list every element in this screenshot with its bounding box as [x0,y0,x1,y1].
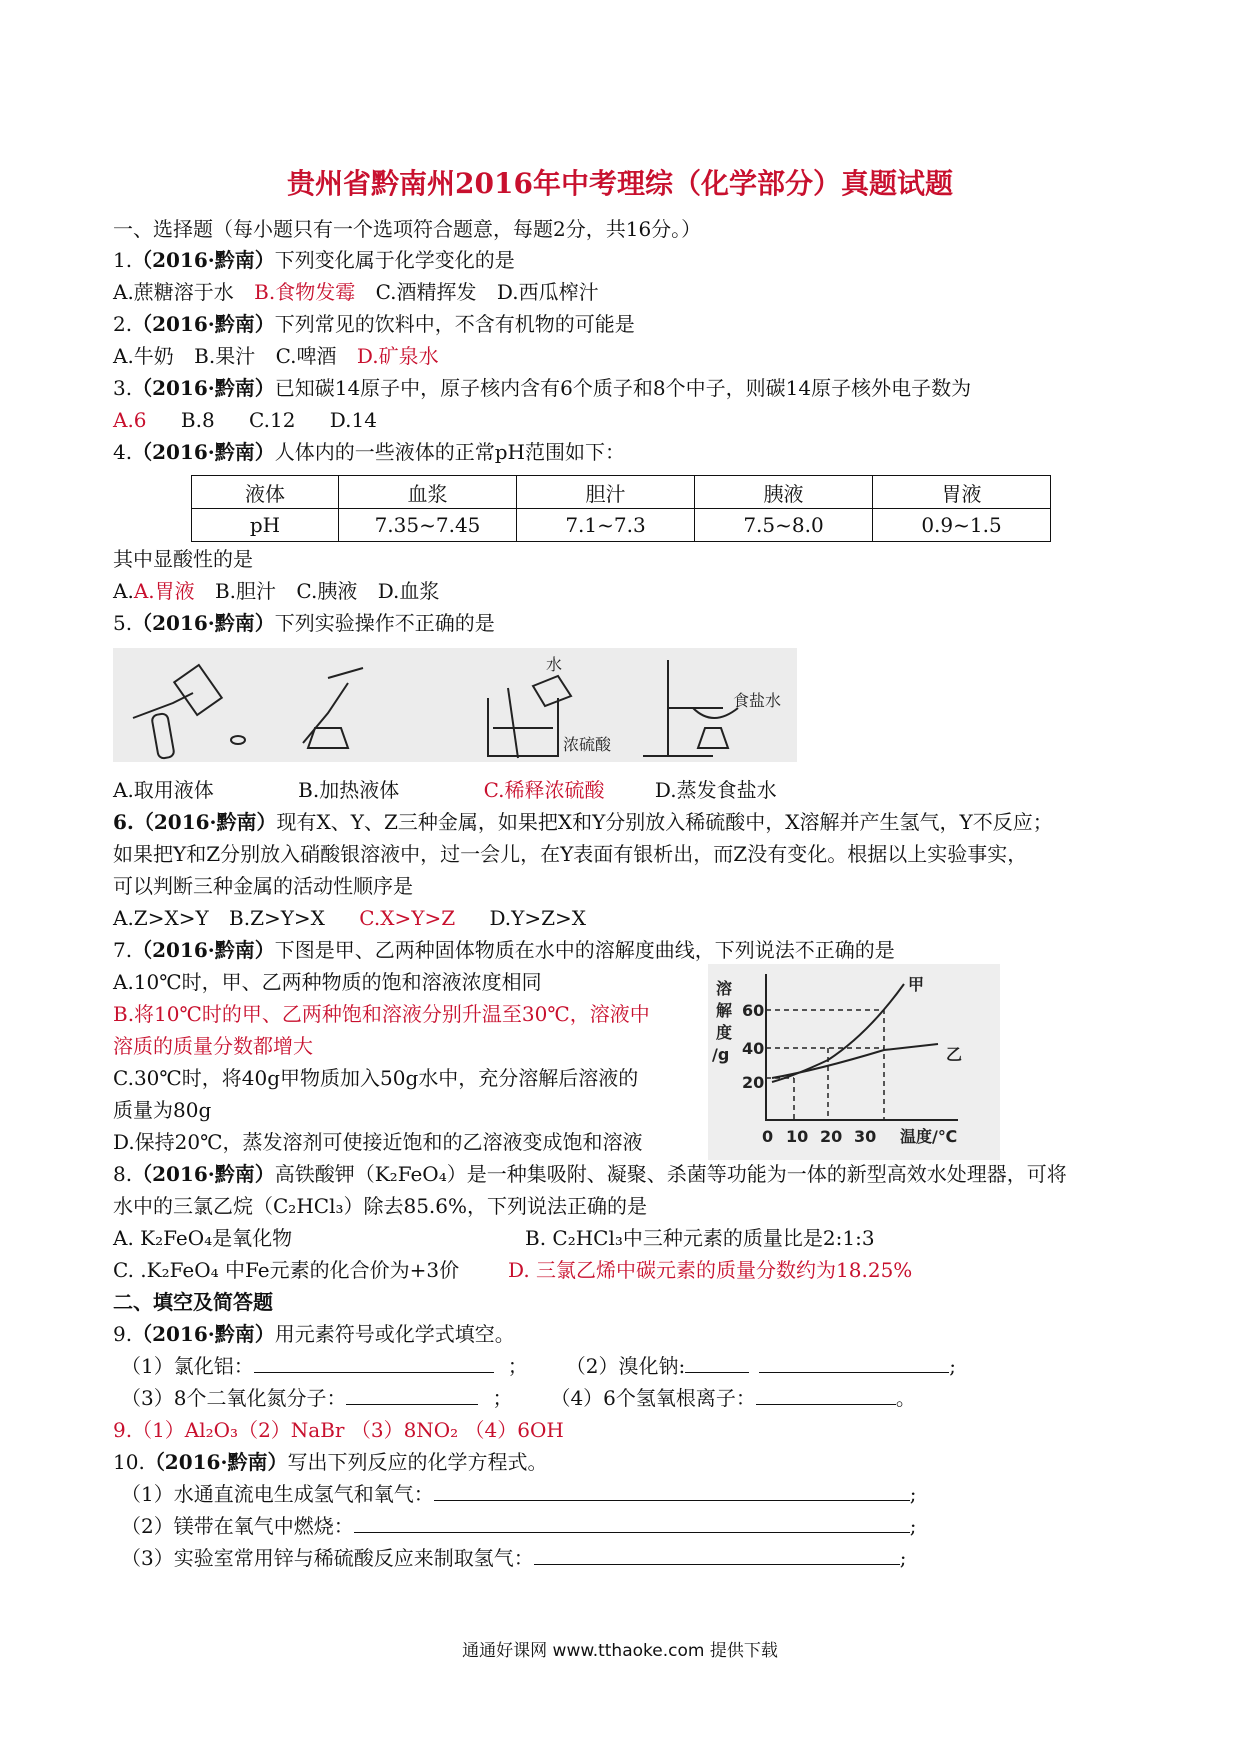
page-title: 贵州省黔南州2016年中考理综（化学部分）真题试题 [287,167,953,200]
y-tick-60: 60 [742,1001,765,1020]
question-7-option-c: C.30℃时，将40g甲物质加入50g水中，充分溶解后溶液的 [113,1066,639,1090]
answer-blank-2a[interactable] [685,1352,749,1373]
option-d: D.14 [329,408,377,432]
lab-operations-drawing [113,648,797,762]
question-8-option-c: C. .K₂FeO₄ 中Fe元素的化合价为+3价 [113,1258,460,1282]
option-d-answer: D.矿泉水 [356,344,439,368]
question-6: 6.（2016·黔南）现有X、Y、Z三种金属，如果把X和Y分别放入稀硫酸中，X溶解并产生氢气，Y不反应； [113,810,1053,834]
question-7: 7.（2016·黔南）下图是甲、乙两种固体物质在水中的溶解度曲线，下列说法不正确的是 [113,938,895,962]
question-7-option-d: D.保持20℃，蒸发溶剂可使接近饱和的乙溶液变成饱和溶液 [113,1130,643,1154]
section-fill-heading: 二、填空及简答题 [113,1290,273,1314]
equation-blank-1[interactable] [434,1480,910,1501]
option-a: A.蔗糖溶于水 [113,280,234,304]
question-8: 8.（2016·黔南）高铁酸钾（K₂FeO₄）是一种集吸附、凝聚、杀菌等功能为一体的新型高效水处理器，可将 [113,1162,1067,1186]
section-choice-heading: 一、选择题（每小题只有一个选项符合题意，每题2分，共16分。） [113,217,702,241]
solubility-chart-svg [708,964,1000,1160]
option-b: B.胆汁 [214,579,277,603]
option-c: C.12 [249,408,296,432]
equation-blank-2[interactable] [354,1512,910,1533]
y-label-2: 解 [716,1001,733,1020]
x-tick-0: 0 [762,1127,774,1146]
equation-blank-3[interactable] [534,1544,900,1565]
option-c: C.酒精挥发 [375,280,477,304]
option-b: B.果汁 [194,344,256,368]
y-label-3: 度 [716,1023,733,1042]
lab-operations-figure [113,648,797,762]
x-axis-label: 温度/℃ [900,1127,958,1146]
question-7-option-a: A.10℃时，甲、乙两种物质的饱和溶液浓度相同 [113,970,542,994]
option-b: B.Z>Y>X [229,906,325,930]
guide-60 [766,1010,884,1120]
x-tick-20: 20 [820,1127,843,1146]
table-row: pH 7.35~7.45 7.1~7.3 7.5~8.0 0.9~1.5 [192,509,1051,542]
question-9: 9.（2016·黔南）用元素符号或化学式填空。 [113,1322,515,1346]
fig-label-water: 水 [546,655,563,674]
question-9-answer: 9.（1）Al₂O₃（2）NaBr （3）8NO₂ （4）6OH [113,1418,564,1442]
y-tick-40: 40 [742,1039,765,1058]
question-10-row-3: （3）实验室常用锌与稀硫酸反应来制取氢气： ; [121,1546,907,1570]
y-tick-20: 20 [742,1073,765,1092]
y-label-4: /g [712,1045,730,1064]
option-a-answer: A.胃液 [133,579,195,603]
option-d: D.Y>Z>X [489,906,587,930]
option-c: C.胰液 [296,579,358,603]
question-9-row-2: （3）8个二氧化氮分子： ； （4）6个氢氧根离子： 。 [121,1386,916,1410]
question-4-stem: 其中显酸性的是 [113,547,253,571]
solubility-chart [708,964,1000,1160]
question-3-options [113,406,377,434]
question-9-row-1: （1）氯化铝： ； （2）溴化钠: ; [121,1354,956,1378]
question-3: 3.（2016·黔南）已知碳14原子中，原子核内含有6个质子和8个中子，则碳14原子核外电子数为 [113,376,972,400]
x-tick-30: 30 [854,1127,877,1146]
fig-label-salt-water: 食盐水 [733,691,782,710]
option-b: B.8 [180,408,215,432]
option-c-answer: C.X>Y>Z [359,906,456,930]
option-b: B.加热液体 [298,778,400,802]
option-a: A.Z>X>Y [113,906,209,930]
answer-blank-4[interactable] [756,1384,896,1405]
question-6-line-3: 可以判断三种金属的活动性顺序是 [113,874,413,898]
chart-axes [766,974,958,1120]
question-4: 4.（2016·黔南）人体内的一些液体的正常pH范围如下： [113,440,625,464]
question-7-option-b-answer-cont: 溶质的质量分数都增大 [113,1034,313,1058]
question-8-option-b: B. C₂HCl₃中三种元素的质量比是2:1:3 [525,1226,875,1250]
question-4-options [113,577,439,605]
option-d: D.血浆 [377,579,440,603]
series-label-jia: 甲 [908,975,925,994]
option-d: D.西瓜榨汁 [496,280,599,304]
option-a: A. [113,579,134,603]
question-7-option-c-cont: 质量为80g [113,1098,212,1122]
series-label-yi: 乙 [946,1045,963,1064]
option-d: D.蒸发食盐水 [654,778,777,802]
ph-table [191,475,1051,542]
question-7-option-b-answer: B.将10℃时的甲、乙两种饱和溶液分别升温至30℃，溶液中 [113,1002,650,1026]
question-2: 2.（2016·黔南）下列常见的饮料中，不含有机物的可能是 [113,312,635,336]
question-5: 5.（2016·黔南）下列实验操作不正确的是 [113,611,495,635]
fig-label-acid: 浓硫酸 [563,735,612,754]
answer-blank-1[interactable] [254,1352,494,1373]
option-c-answer: C.稀释浓硫酸 [483,778,605,802]
y-label-1: 溶 [716,979,733,998]
option-a: A.牛奶 [113,344,174,368]
question-10-row-1: （1）水通直流电生成氢气和氧气： ; [121,1482,917,1506]
question-5-options [113,776,777,804]
question-6-options [113,904,586,932]
question-2-options [113,342,439,370]
series-yi-curve [772,1044,938,1078]
question-10: 10.（2016·黔南）写出下列反应的化学方程式。 [113,1450,548,1474]
question-8-option-a: A. K₂FeO₄是氧化物 [113,1226,293,1250]
question-8-option-d-answer: D. 三氯乙烯中碳元素的质量分数约为18.25% [508,1258,913,1282]
option-b-answer: B.食物发霉 [254,280,356,304]
answer-blank-3[interactable] [346,1384,478,1405]
option-a: A.取用液体 [113,778,214,802]
question-1-options [113,278,599,306]
question-6-line-2: 如果把Y和Z分别放入硝酸银溶液中，过一会儿，在Y表面有银析出，而Z没有变化。根据以上实验事实， [113,842,1028,866]
question-1: 1.（2016·黔南）下列变化属于化学变化的是 [113,248,515,272]
question-10-row-2: （2）镁带在氧气中燃烧： ; [121,1514,917,1538]
option-a-answer: A.6 [113,408,147,432]
answer-blank-2b[interactable] [759,1352,949,1373]
table-row: 液体 血浆 胆汁 胰液 胃液 [192,476,1051,509]
option-c: C.啤酒 [275,344,337,368]
x-tick-10: 10 [786,1127,809,1146]
page-footer: 通通好课网 www.tthaoke.com 提供下载 [462,1641,778,1661]
question-8-line-2: 水中的三氯乙烷（C₂HCl₃）除去85.6%，下列说法正确的是 [113,1194,648,1218]
